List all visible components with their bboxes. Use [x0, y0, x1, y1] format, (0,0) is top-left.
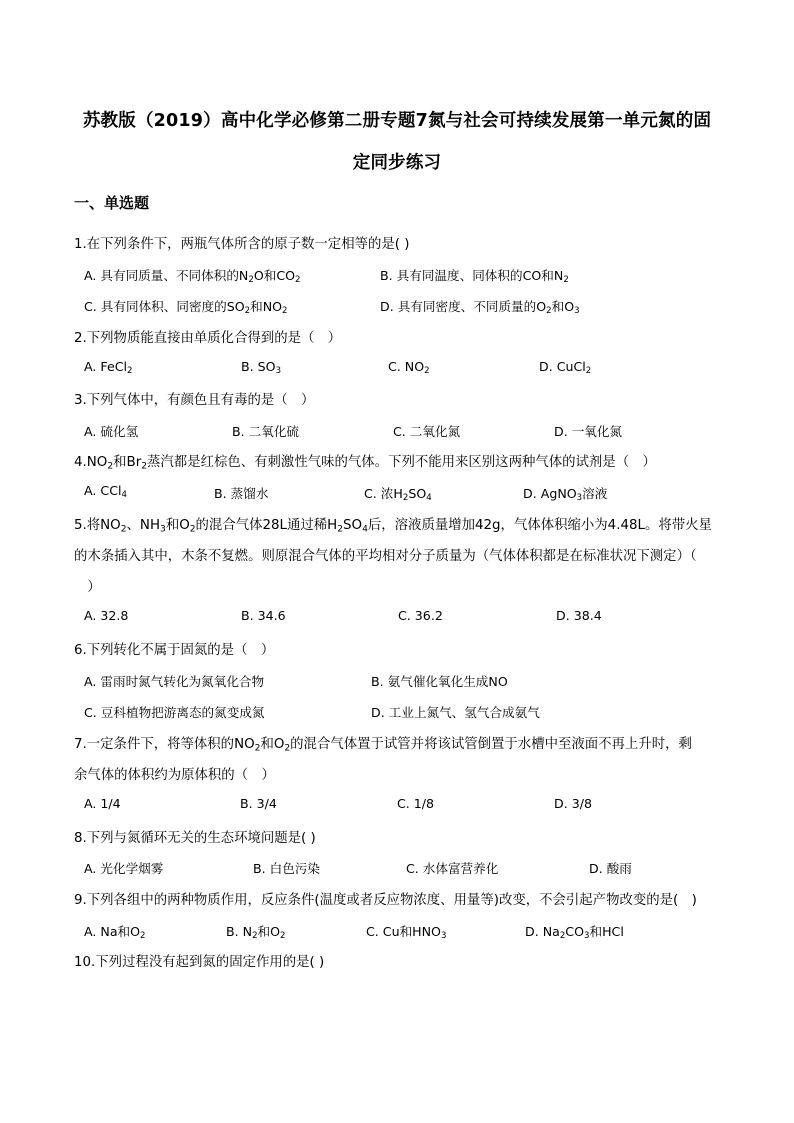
- option-a: A. 光化学烟雾: [84, 861, 164, 876]
- question-2: 2.下列物质能直接由单质化合得到的是（ ）: [74, 331, 342, 346]
- option-d: D. 酸雨: [589, 861, 632, 876]
- option-c: C. 水体富营养化: [406, 861, 499, 876]
- option-b: B. 白色污染: [253, 861, 321, 876]
- option-d: D. 一氧化氮: [554, 424, 623, 439]
- option-a: A. 具有同质量、不同体积的$N_2O$和$CO_2$: [84, 268, 301, 286]
- document-title: [60, 100, 734, 184]
- option-a: A. FeCl$_2$: [84, 359, 133, 377]
- option-c: C. 二氧化氮: [393, 424, 461, 439]
- question-10: 10.下列过程没有起到氮的固定作用的是( ): [74, 955, 325, 970]
- option-c: C. $NO_2$: [388, 359, 430, 377]
- option-d: D. $Na_2CO_3$和HCl: [525, 924, 624, 942]
- section-heading: 一、单选题: [74, 194, 150, 212]
- option-d: D. 38.4: [556, 608, 602, 623]
- option-a: A. Na和$O_2$: [84, 924, 146, 942]
- option-b: B. 34.6: [241, 608, 286, 623]
- title-line-2: 定同步练习: [352, 153, 442, 173]
- option-b: B. 具有同温度、同体积的CO和$N_2$: [380, 268, 569, 286]
- option-a: A. 32.8: [84, 608, 129, 623]
- question-1-options-row-1: [84, 265, 724, 285]
- option-a: A. 1/4: [84, 796, 121, 811]
- question-5-line-2: 的木条插入其中，木条不复燃。则原混合气体的平均相对分子质量为（气体体积都是在标准状况下测定）（: [74, 549, 697, 564]
- question-4: $4.NO_2$和$Br_2$蒸汽都是红棕色、有刺激性气味的气体。下列不能用来区别这两种气体的试剂是（ ）: [74, 455, 656, 472]
- question-7-line-1: 7.一定条件下，将等体积的$NO_2$和$O_2$的混合气体置于试管并将该试管倒置于水槽中至液面不再上升时，剩: [74, 737, 692, 754]
- option-b: B. 氨气催化氧化生成NO: [371, 674, 508, 689]
- question-1: 1.在下列条件下，两瓶气体所含的原子数一定相等的是( ): [74, 237, 410, 252]
- option-c: C. 1/8: [397, 796, 435, 811]
- option-d: D. 具有同密度、不同质量的$O_2$和$O_3$: [380, 299, 580, 317]
- question-5-line-3: ）: [74, 580, 101, 595]
- question-8: 8.下列与氮循环无关的生态环境问题是( ): [74, 831, 316, 846]
- question-9-options: [84, 921, 724, 941]
- option-b: B. 二氧化硫: [232, 424, 300, 439]
- title-line-1: 苏教版（2019）高中化学必修第二册专题7氮与社会可持续发展第一单元氮的固: [82, 111, 712, 131]
- question-7-options: [84, 796, 724, 816]
- option-c: C. 豆科植物把游离态的氮变成氮: [84, 705, 265, 720]
- option-c: C. 浓$H_2SO_4$: [364, 486, 432, 504]
- question-3-options: [84, 421, 724, 441]
- question-5-line-1: 5.将$NO_2$、$NH_3$和$O_2$的混合气体28L通过稀$H_2SO_4$后，溶液质量增加42g，气体体积缩小为4.48L。将带火星: [74, 518, 712, 535]
- option-a: A. 硫化氢: [84, 424, 139, 439]
- option-b: B. 3/4: [240, 796, 277, 811]
- option-a: A. 雷雨时氮气转化为氮氧化合物: [84, 674, 265, 689]
- question-6-options-row-2: [84, 702, 724, 722]
- question-6: 6.下列转化不属于固氮的是（ ）: [74, 643, 275, 658]
- option-d: D. 工业上氮气、氢气合成氨气: [371, 705, 540, 720]
- question-2-options: [84, 359, 724, 379]
- option-a: A. CCl$_4$: [84, 483, 127, 501]
- question-6-options-row-1: [84, 671, 724, 691]
- option-d: D. AgNO$_3$溶液: [523, 486, 608, 504]
- option-c: C. 36.2: [398, 608, 443, 623]
- option-c: C. 具有同体积、同密度的$SO_2$和$NO_2$: [84, 299, 288, 317]
- question-8-options: [84, 858, 724, 878]
- question-9: 9.下列各组中的两种物质作用，反应条件(温度或者反应物浓度、用量等)改变，不会引起产物改变的是( ): [74, 893, 697, 908]
- question-3: 3.下列气体中，有颜色且有毒的是（ ）: [74, 393, 315, 408]
- option-d: D. CuCl$_2$: [539, 359, 592, 377]
- option-c: C. Cu和$HNO_3$: [366, 924, 447, 942]
- question-5-options: [84, 608, 724, 628]
- option-b: B. $SO_3$: [241, 359, 282, 377]
- option-b: B. 蒸馏水: [214, 486, 269, 501]
- question-4-options: [84, 483, 724, 503]
- question-1-options-row-2: [84, 296, 724, 316]
- option-d: D. 3/8: [554, 796, 592, 811]
- option-b: B. $N_2$和$O_2$: [226, 924, 286, 942]
- question-7-line-2: 余气体的体积约为原体积的（ ）: [74, 768, 275, 783]
